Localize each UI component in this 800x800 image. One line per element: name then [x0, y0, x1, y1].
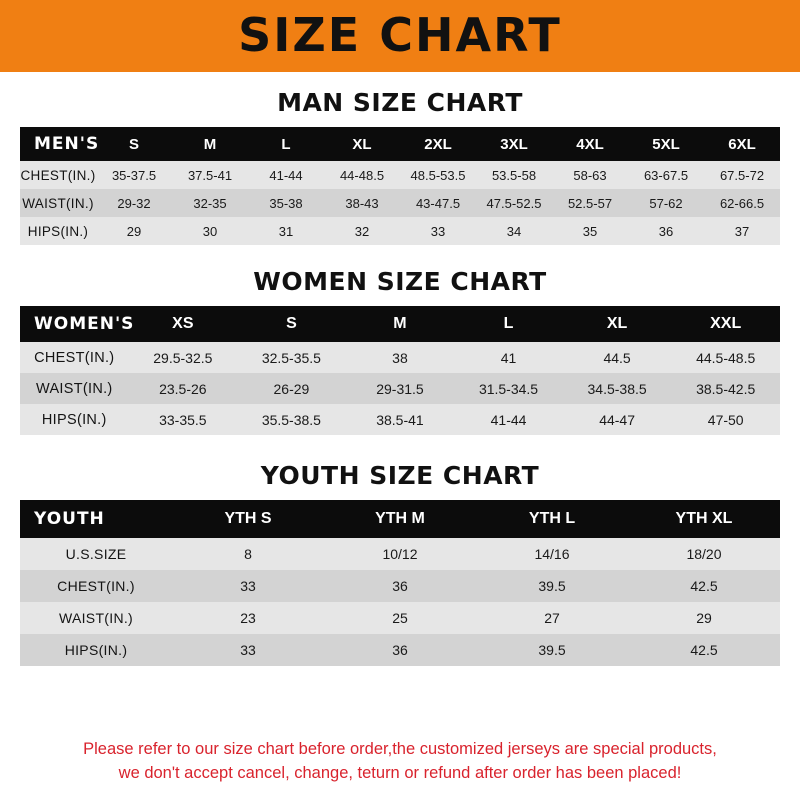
column-header: YTH XL: [628, 500, 780, 538]
table-cell: 38-43: [324, 189, 400, 217]
table-row: [20, 373, 780, 404]
table-cell: 43-47.5: [400, 189, 476, 217]
table-cell: 42.5: [628, 570, 780, 602]
page-title: SIZE CHART: [238, 8, 562, 62]
footer-note: [20, 728, 780, 800]
man-size-table: [20, 127, 780, 245]
content: [0, 72, 800, 800]
table-row: [20, 602, 780, 634]
table-cell: 8: [172, 538, 324, 570]
footer-note-line-2: we don't accept cancel, change, teturn or refund after order has been placed!: [118, 764, 682, 783]
column-header: 5XL: [628, 127, 704, 161]
table-cell: 47-50: [671, 404, 780, 435]
column-header: L: [454, 306, 563, 342]
row-header: HIPS(IN.): [20, 404, 129, 435]
column-header: MEN'S: [20, 127, 96, 161]
table-cell: 27: [476, 602, 628, 634]
table-cell: 10/12: [324, 538, 476, 570]
column-header: YTH M: [324, 500, 476, 538]
table-cell: 34.5-38.5: [563, 373, 672, 404]
youth-section-title: YOUTH SIZE CHART: [260, 461, 540, 490]
table-cell: 34: [476, 217, 552, 245]
table-cell: 30: [172, 217, 248, 245]
table-cell: 29: [628, 602, 780, 634]
table-cell: 39.5: [476, 570, 628, 602]
table-cell: 29: [96, 217, 172, 245]
table-cell: 29.5-32.5: [129, 342, 238, 373]
table-row: [20, 404, 780, 435]
table-cell: 14/16: [476, 538, 628, 570]
column-header: M: [346, 306, 455, 342]
table-cell: 41: [454, 342, 563, 373]
column-header: XS: [129, 306, 238, 342]
table-row: [20, 538, 780, 570]
column-header: M: [172, 127, 248, 161]
table-cell: 41-44: [248, 161, 324, 189]
table-cell: 62-66.5: [704, 189, 780, 217]
table-row: [20, 161, 780, 189]
column-header: XXL: [671, 306, 780, 342]
man-section-title: MAN SIZE CHART: [277, 88, 523, 117]
column-header: 2XL: [400, 127, 476, 161]
table-cell: 26-29: [237, 373, 346, 404]
table-cell: 33: [400, 217, 476, 245]
table-cell: 33: [172, 634, 324, 666]
table-cell: 35: [552, 217, 628, 245]
table-row: [20, 342, 780, 373]
row-header: CHEST(IN.): [20, 570, 172, 602]
table-cell: 33-35.5: [129, 404, 238, 435]
table-header-row: [20, 127, 780, 161]
column-header: L: [248, 127, 324, 161]
table-cell: 58-63: [552, 161, 628, 189]
column-header: 4XL: [552, 127, 628, 161]
table-cell: 41-44: [454, 404, 563, 435]
table-cell: 37: [704, 217, 780, 245]
table-cell: 31: [248, 217, 324, 245]
table-row: [20, 217, 780, 245]
table-cell: 44.5: [563, 342, 672, 373]
table-cell: 44.5-48.5: [671, 342, 780, 373]
column-header: WOMEN'S: [20, 306, 129, 342]
table-header-row: [20, 306, 780, 342]
column-header: YTH S: [172, 500, 324, 538]
row-header: HIPS(IN.): [20, 634, 172, 666]
women-size-table: [20, 306, 780, 435]
table-cell: 35-37.5: [96, 161, 172, 189]
column-header: 6XL: [704, 127, 780, 161]
column-header: YOUTH: [20, 500, 172, 538]
row-header: WAIST(IN.): [20, 189, 96, 217]
table-cell: 18/20: [628, 538, 780, 570]
table-cell: 44-48.5: [324, 161, 400, 189]
table-cell: 53.5-58: [476, 161, 552, 189]
women-section-title: WOMEN SIZE CHART: [253, 267, 547, 296]
table-cell: 57-62: [628, 189, 704, 217]
table-cell: 32-35: [172, 189, 248, 217]
table-cell: 42.5: [628, 634, 780, 666]
table-cell: 29-31.5: [346, 373, 455, 404]
column-header: XL: [563, 306, 672, 342]
table-cell: 29-32: [96, 189, 172, 217]
table-cell: 37.5-41: [172, 161, 248, 189]
table-cell: 36: [324, 570, 476, 602]
column-header: S: [96, 127, 172, 161]
row-header: U.S.SIZE: [20, 538, 172, 570]
banner: [0, 0, 800, 72]
table-cell: 31.5-34.5: [454, 373, 563, 404]
table-cell: 47.5-52.5: [476, 189, 552, 217]
column-header: S: [237, 306, 346, 342]
table-cell: 25: [324, 602, 476, 634]
table-cell: 48.5-53.5: [400, 161, 476, 189]
table-cell: 38.5-41: [346, 404, 455, 435]
table-cell: 35.5-38.5: [237, 404, 346, 435]
row-header: CHEST(IN.): [20, 161, 96, 189]
column-header: XL: [324, 127, 400, 161]
table-cell: 36: [324, 634, 476, 666]
table-row: [20, 189, 780, 217]
table-cell: 44-47: [563, 404, 672, 435]
table-cell: 38: [346, 342, 455, 373]
table-cell: 39.5: [476, 634, 628, 666]
youth-size-table: [20, 500, 780, 666]
row-header: WAIST(IN.): [20, 602, 172, 634]
row-header: CHEST(IN.): [20, 342, 129, 373]
table-row: [20, 634, 780, 666]
column-header: 3XL: [476, 127, 552, 161]
table-cell: 33: [172, 570, 324, 602]
row-header: HIPS(IN.): [20, 217, 96, 245]
table-cell: 52.5-57: [552, 189, 628, 217]
column-header: YTH L: [476, 500, 628, 538]
table-row: [20, 570, 780, 602]
table-cell: 38.5-42.5: [671, 373, 780, 404]
table-cell: 32: [324, 217, 400, 245]
table-cell: 63-67.5: [628, 161, 704, 189]
row-header: WAIST(IN.): [20, 373, 129, 404]
table-header-row: [20, 500, 780, 538]
table-cell: 36: [628, 217, 704, 245]
footer-note-line-1: Please refer to our size chart before order,the customized jerseys are special products,: [83, 740, 717, 759]
table-cell: 67.5-72: [704, 161, 780, 189]
table-cell: 32.5-35.5: [237, 342, 346, 373]
table-cell: 23.5-26: [129, 373, 238, 404]
table-cell: 35-38: [248, 189, 324, 217]
table-cell: 23: [172, 602, 324, 634]
